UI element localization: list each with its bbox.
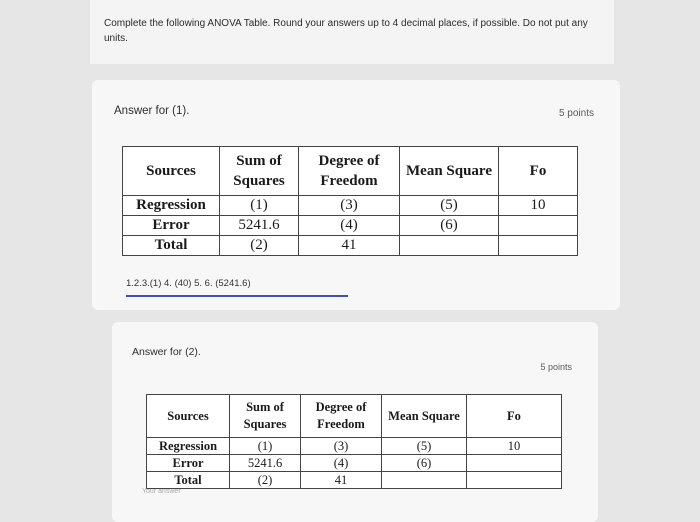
table-cell: 5241.6 [220,216,299,236]
points-badge: 5 points [558,108,594,119]
header-fo: Fo [467,395,562,438]
table-cell: Regression [123,196,220,216]
instructions-text: Complete the following ANOVA Table. Round your answers up to 4 decimal places, if possible. Do not put any units. [104,18,588,44]
table-cell: (2) [220,236,299,256]
table-cell [467,472,562,489]
table-cell: 10 [499,196,578,216]
table-cell: 5241.6 [230,455,301,472]
question-card-2 [112,322,598,522]
table-cell [400,236,499,256]
table-header-row [147,395,562,438]
table-cell: Error [123,216,220,236]
table-header-row [123,147,578,196]
table-cell: (5) [382,438,467,455]
table-cell: 41 [299,236,400,256]
table-cell: (6) [382,455,467,472]
header-mean-square: Mean Square [382,395,467,438]
table-cell: 41 [301,472,382,489]
answer-input[interactable]: 1.2.3.(1) 4. (40) 5. 6. (5241.6) [126,278,251,289]
table-cell: Total [147,472,230,489]
table-row [147,472,562,489]
header-mean-square: Mean Square [400,147,499,196]
header-sum-of-squares: Sum of Squares [230,395,301,438]
answer-input[interactable]: Your answer [142,488,181,495]
question-label: Answer for (1). [114,105,190,117]
table-cell [467,455,562,472]
header-degree-of-freedom: Degree of Freedom [299,147,400,196]
table-row [147,438,562,455]
header-sources: Sources [147,395,230,438]
table-cell [499,216,578,236]
table-cell: (5) [400,196,499,216]
points-badge: 5 points [540,362,572,372]
table-row [123,216,578,236]
table-cell: (1) [230,438,301,455]
table-cell: Error [147,455,230,472]
table-cell: (1) [220,196,299,216]
table-cell: (3) [301,438,382,455]
answer-input-underline [126,295,348,297]
table-cell: (6) [400,216,499,236]
table-row [147,455,562,472]
table-cell: (4) [301,455,382,472]
table-cell: (3) [299,196,400,216]
header-fo: Fo [499,147,578,196]
question-card-1 [92,80,620,310]
table-cell: Regression [147,438,230,455]
table-cell: (2) [230,472,301,489]
table-cell [499,236,578,256]
question-label: Answer for (2). [132,346,201,358]
header-sum-of-squares: Sum of Squares [220,147,299,196]
table-cell: (4) [299,216,400,236]
table-cell [382,472,467,489]
table-cell: 10 [467,438,562,455]
table-row [123,196,578,216]
table-cell: Total [123,236,220,256]
header-degree-of-freedom: Degree of Freedom [301,395,382,438]
header-sources: Sources [123,147,220,196]
table-row [123,236,578,256]
anova-table [146,394,562,489]
anova-table [122,146,578,256]
